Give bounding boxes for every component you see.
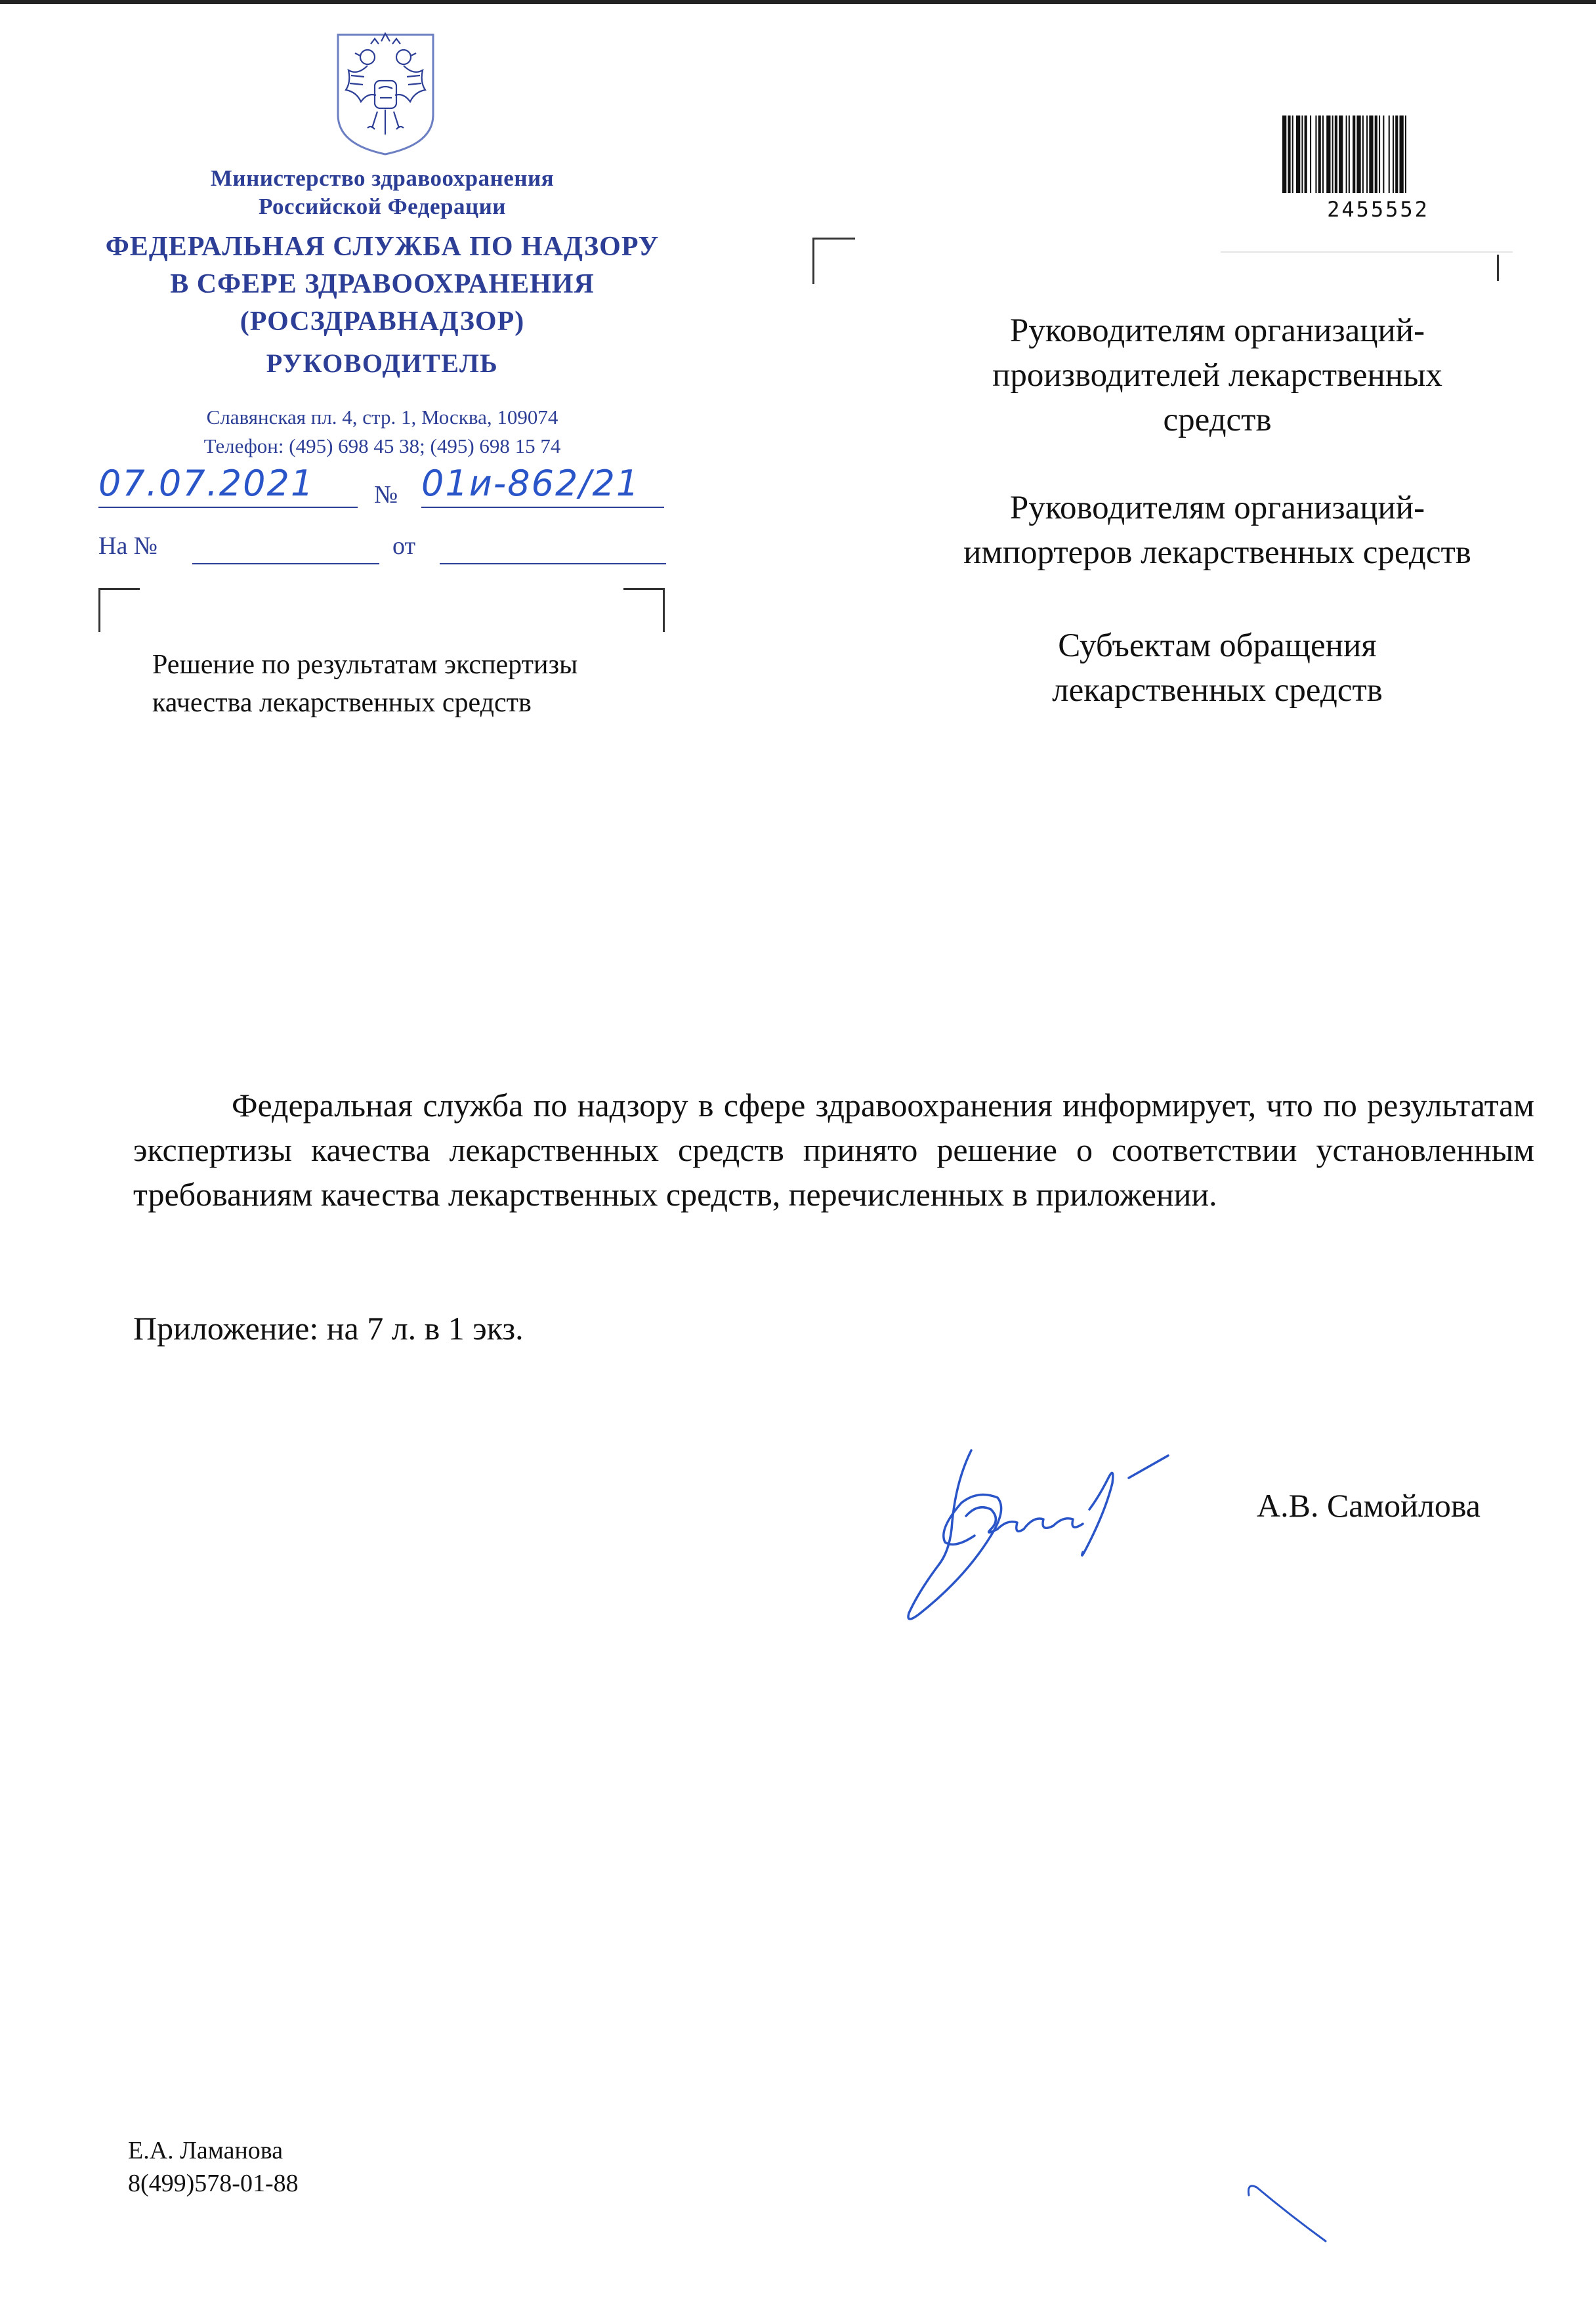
barcode-bar	[1318, 116, 1321, 193]
pen-mark	[1244, 2176, 1335, 2248]
barcode-bar	[1369, 116, 1373, 193]
addressee-2-line-2: импортеров лекарственных средств	[963, 534, 1471, 571]
reply-to-label: На №	[98, 532, 158, 560]
addressee-manufacturers	[892, 308, 1542, 442]
barcode-bar	[1389, 116, 1390, 193]
double-headed-eagle-icon	[331, 30, 440, 158]
barcode-number: 2455552	[1327, 197, 1429, 222]
barcode-bar	[1296, 116, 1300, 193]
addressee-1-line-1: Руководителям организаций-	[1009, 312, 1425, 349]
service-name	[79, 228, 686, 341]
addressee-1-line-3: средств	[1163, 402, 1272, 438]
barcode-bar	[1282, 116, 1286, 193]
appendix-note: Приложение: на 7 л. в 1 экз.	[133, 1310, 524, 1347]
subject-line-2: качества лекарственных средств	[152, 688, 532, 718]
reply-date-line	[440, 563, 666, 564]
subject-block-corner-right	[623, 588, 665, 632]
date-underline	[98, 507, 358, 508]
barcode-bar	[1288, 116, 1290, 193]
barcode-bar	[1405, 116, 1406, 193]
signer-name: А.В. Самойлова	[1257, 1487, 1480, 1524]
barcode-bar	[1305, 116, 1307, 193]
letterhead-address: Славянская пл. 4, стр. 1, Москва, 109074	[206, 406, 558, 429]
reply-number-line	[192, 563, 379, 564]
barcode-bar	[1346, 116, 1347, 193]
subject-line-1: Решение по результатам экспертизы	[152, 650, 578, 680]
barcode-bar	[1349, 116, 1350, 193]
number-underline	[421, 507, 664, 508]
letterhead-phone: Телефон: (495) 698 45 38; (495) 698 15 74	[203, 434, 561, 457]
barcode-icon	[1280, 113, 1477, 198]
barcode-bar	[1400, 116, 1404, 193]
addressee-1-line-2: производителей лекарственных	[992, 357, 1442, 394]
registration-date: 07.07.2021	[98, 463, 315, 504]
service-line-3: (РОСЗДРАВНАДЗОР)	[240, 306, 525, 337]
barcode-bar	[1393, 116, 1394, 193]
barcode-bar	[1395, 116, 1398, 193]
addressee-3-line-2: лекарственных средств	[1052, 672, 1383, 709]
barcode-bar	[1362, 116, 1364, 193]
address-block-corner-left	[812, 238, 855, 284]
ministry-line-2: Российской Федерации	[259, 194, 506, 219]
barcode-bar	[1356, 116, 1360, 193]
service-line-1: ФЕДЕРАЛЬНАЯ СЛУЖБА ПО НАДЗОРУ	[105, 232, 660, 262]
barcode-bar	[1339, 116, 1343, 193]
barcode-bar	[1335, 116, 1337, 193]
barcode-bar	[1332, 116, 1334, 193]
barcode-bar	[1322, 116, 1324, 193]
top-edge-line	[0, 0, 1596, 4]
barcode-bar	[1353, 116, 1355, 193]
subject-block-corner-left	[98, 588, 140, 632]
reply-date-label: от	[392, 532, 416, 560]
barcode-bar	[1379, 116, 1380, 193]
registration-number: 01и-862/21	[421, 463, 640, 504]
addressee-importers	[892, 486, 1542, 575]
body-paragraph: Федеральная служба по надзору в сфере здравоохранения информирует, что по результатам экспертизы качества лекарственных средств принято решение о соответствии установленным требованиям качества лекарственных средств, перечисленных в приложении.	[133, 1087, 1534, 1213]
barcode-bar	[1375, 116, 1377, 193]
ministry-name	[131, 164, 633, 221]
head-title: РУКОВОДИТЕЛЬ	[266, 348, 499, 378]
barcode-bar	[1315, 116, 1316, 193]
barcode-bar	[1366, 116, 1368, 193]
ministry-line-1: Министерство здравоохранения	[210, 165, 555, 191]
barcode-bar	[1383, 116, 1384, 193]
addressee-3-line-1: Субъектам обращения	[1058, 627, 1377, 664]
service-line-2: В СФЕРЕ ЗДРАВООХРАНЕНИЯ	[170, 269, 595, 299]
addressee-2-line-1: Руководителям организаций-	[1009, 490, 1425, 526]
addressee-circulation-subjects	[892, 623, 1542, 713]
handwritten-signature	[892, 1437, 1286, 1634]
barcode-bar	[1292, 116, 1293, 193]
executor-phone: 8(499)578-01-88	[128, 2170, 299, 2197]
barcode-bar	[1301, 116, 1303, 193]
address-block-corner-right	[1461, 255, 1499, 281]
barcode-bar	[1326, 116, 1330, 193]
address-block-faint-line	[1221, 251, 1513, 253]
executor-name: Е.А. Ламанова	[128, 2137, 284, 2164]
letter-subject	[152, 646, 717, 722]
number-sign: №	[374, 481, 398, 509]
barcode-bar	[1310, 116, 1311, 193]
